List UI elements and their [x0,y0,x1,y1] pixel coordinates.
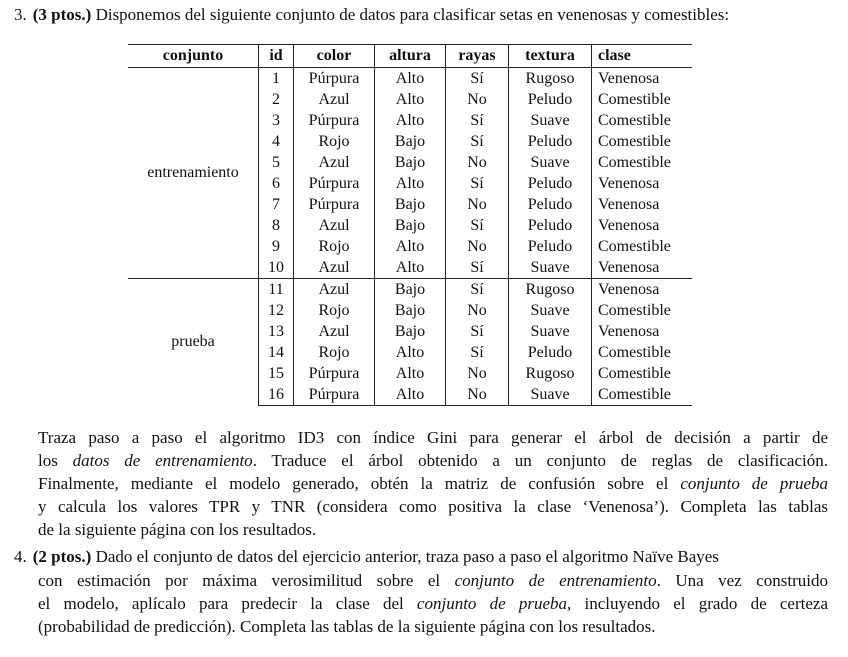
cell-id: 10 [259,257,294,279]
cell-rayas: Sí [446,131,509,152]
text-line [38,426,828,449]
text-segment: (probabilidad de predicción). Completa las tablas de la siguiente página con los resultados. [38,617,656,636]
exercise-intro: Disponemos del siguiente conjunto de datos para clasificar setas en venenosas y comestibles: [95,5,730,24]
cell-altura: Alto [375,236,446,257]
cell-rayas: Sí [446,110,509,131]
cell-altura: Alto [375,363,446,384]
cell-rayas: No [446,89,509,110]
cell-altura: Alto [375,173,446,194]
cell-altura: Bajo [375,321,446,342]
italic-term: conjunto de entrenamiento [454,571,657,590]
cell-altura: Alto [375,68,446,90]
cell-clase: Venenosa [592,68,693,90]
text-line [38,518,828,541]
cell-id: 6 [259,173,294,194]
cell-rayas: No [446,363,509,384]
group-label-entrenamiento: entrenamiento [147,164,239,181]
cell-altura: Alto [375,110,446,131]
cell-color: Púrpura [294,384,375,406]
cell-clase: Comestible [592,152,693,173]
header-clase: clase [592,45,693,68]
cell-textura: Peludo [509,194,592,215]
cell-color: Azul [294,257,375,279]
cell-rayas: Sí [446,279,509,301]
cell-color: Azul [294,152,375,173]
cell-id: 14 [259,342,294,363]
cell-color: Púrpura [294,110,375,131]
cell-textura: Suave [509,257,592,279]
cell-rayas: No [446,194,509,215]
cell-rayas: No [446,152,509,173]
text-segment: . Traduce el árbol obtenido a un conjunto de reglas de clasificación. [252,451,828,470]
cell-clase: Venenosa [592,194,693,215]
text-segment: Finalmente, mediante el modelo generado, obtén la matriz de confusión sobre el [38,474,681,493]
cell-textura: Suave [509,300,592,321]
cell-textura: Peludo [509,236,592,257]
exercise-points: (2 ptos.) [32,547,92,566]
cell-color: Azul [294,321,375,342]
cell-color: Azul [294,89,375,110]
text-segment: y calcula los valores TPR y TNR (considera como positiva la clase ‘Venenosa’). Completa las tablas [38,497,828,516]
cell-textura: Peludo [509,89,592,110]
text-line [38,615,828,638]
exercise-first-line: Dado el conjunto de datos del ejercicio anterior, traza paso a paso el algoritmo Naïve Bayes [95,547,719,566]
cell-altura: Bajo [375,300,446,321]
cell-clase: Comestible [592,363,693,384]
cell-id: 2 [259,89,294,110]
cell-clase: Comestible [592,384,693,406]
cell-altura: Bajo [375,194,446,215]
cell-textura: Suave [509,384,592,406]
cell-clase: Comestible [592,89,693,110]
cell-color: Rojo [294,131,375,152]
text-segment: , incluyendo el grado de certeza [567,594,829,613]
cell-id: 4 [259,131,294,152]
cell-color: Púrpura [294,68,375,90]
exercise-points: (3 ptos.) [32,5,92,24]
mushroom-data-table [128,44,692,406]
cell-id: 11 [259,279,294,301]
cell-clase: Comestible [592,300,693,321]
cell-color: Púrpura [294,194,375,215]
cell-altura: Alto [375,89,446,110]
header-altura: altura [375,45,446,68]
cell-clase: Comestible [592,131,693,152]
cell-id: 12 [259,300,294,321]
cell-rayas: Sí [446,342,509,363]
cell-textura: Rugoso [509,279,592,301]
cell-color: Rojo [294,342,375,363]
text-segment: Traza paso a paso el algoritmo ID3 con índice Gini para generar el árbol de decisión a partir de [38,428,828,447]
cell-clase: Venenosa [592,321,693,342]
cell-rayas: No [446,300,509,321]
cell-altura: Alto [375,342,446,363]
cell-rayas: Sí [446,215,509,236]
exercise-number: 4. [14,547,27,566]
cell-id: 15 [259,363,294,384]
cell-color: Rojo [294,236,375,257]
cell-id: 1 [259,68,294,90]
cell-color: Azul [294,215,375,236]
cell-clase: Venenosa [592,279,693,301]
cell-id: 9 [259,236,294,257]
cell-rayas: Sí [446,257,509,279]
cell-textura: Rugoso [509,68,592,90]
cell-id: 16 [259,384,294,406]
group-label-prueba: prueba [128,279,259,406]
cell-textura: Peludo [509,342,592,363]
text-line [38,592,828,615]
table-row [128,68,692,90]
text-line [38,472,828,495]
text-segment: de la siguiente página con los resultados. [38,520,317,539]
cell-color: Púrpura [294,363,375,384]
exercise-4-statement [38,569,828,638]
cell-rayas: No [446,236,509,257]
header-rayas: rayas [446,45,509,68]
table-header-row [128,45,692,68]
cell-rayas: No [446,384,509,406]
cell-clase: Venenosa [592,215,693,236]
cell-color: Azul [294,279,375,301]
cell-id: 5 [259,152,294,173]
text-segment: el modelo, aplícalo para predecir la clase del [38,594,417,613]
text-line [38,495,828,518]
cell-id: 13 [259,321,294,342]
header-color: color [294,45,375,68]
cell-clase: Venenosa [592,173,693,194]
cell-rayas: Sí [446,68,509,90]
cell-altura: Bajo [375,215,446,236]
cell-rayas: Sí [446,321,509,342]
cell-textura: Suave [509,321,592,342]
cell-id: 3 [259,110,294,131]
cell-rayas: Sí [446,173,509,194]
cell-clase: Comestible [592,342,693,363]
italic-term: conjunto de prueba [416,594,568,613]
cell-textura: Suave [509,152,592,173]
exercise-4-heading [14,546,834,568]
text-line [38,449,828,472]
cell-altura: Alto [375,384,446,406]
cell-altura: Bajo [375,131,446,152]
text-segment: . Una vez construido [656,571,828,590]
text-segment: con estimación por máxima verosimilitud sobre el [38,571,455,590]
table-body [128,68,692,406]
cell-clase: Venenosa [592,257,693,279]
text-segment: los [38,451,73,470]
italic-term: datos de entrenamiento [72,451,253,470]
cell-id: 7 [259,194,294,215]
cell-id: 8 [259,215,294,236]
cell-color: Rojo [294,300,375,321]
exercise-number: 3. [14,5,27,24]
cell-altura: Bajo [375,279,446,301]
header-conjunto: conjunto [128,45,259,68]
cell-clase: Comestible [592,110,693,131]
header-textura: textura [509,45,592,68]
cell-textura: Suave [509,110,592,131]
cell-textura: Peludo [509,173,592,194]
cell-textura: Peludo [509,215,592,236]
cell-color: Púrpura [294,173,375,194]
cell-textura: Peludo [509,131,592,152]
header-id: id [259,45,294,68]
table-row [128,279,692,301]
cell-clase: Comestible [592,236,693,257]
cell-altura: Bajo [375,152,446,173]
exercise-3-statement [38,426,828,541]
exercise-3-heading [14,4,834,26]
italic-term: conjunto de prueba [680,474,828,493]
cell-textura: Rugoso [509,363,592,384]
text-line [38,569,828,592]
cell-altura: Alto [375,257,446,279]
